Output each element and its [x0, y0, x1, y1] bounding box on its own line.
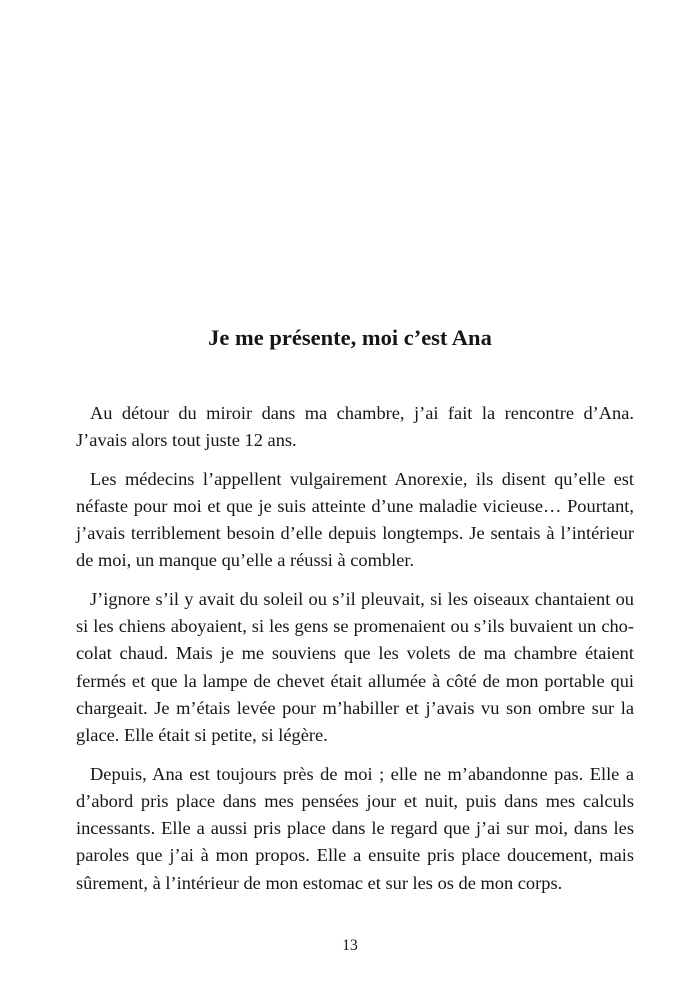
paragraph: Depuis, Ana est toujours près de moi ; elle ne m’abandonne pas. Elle a d’abord pris place dans mes pensées jour et nuit, puis dans mes calculs incessants. Elle a aussi pris place dans le regard que j’ai sur moi, dans les paroles que j’ai à mon propos. Elle a ensuite pris place doucement, mais sûrement, à l’intérieur de mon estomac et sur les os de mon corps. [76, 763, 634, 893]
paragraph: J’ignore s’il y avait du soleil ou s’il pleuvait, si les oiseaux chantaient ou si les chiens aboyaient, si les gens se promenaient ou s’ils buvaient un chocolat chaud. Mais je me souviens que les volets de ma chambre étaient fermés et que la lampe de chevet était allumée à côté de mon portable qui chargeait. Je m’étais levée pour m’habiller et j’avais vu son ombre sur la glace. Elle était si petite, si légère. [76, 588, 634, 746]
chapter-body [76, 400, 634, 908]
page-number: 13 [342, 937, 358, 954]
chapter-title: Je me présente, moi c’est Ana [208, 325, 492, 350]
paragraph: Au détour du miroir dans ma chambre, j’ai fait la rencontre d’Ana. J’avais alors tout juste 12 ans. [76, 403, 634, 451]
paragraph: Les médecins l’appellent vulgairement Anorexie, ils disent qu’elle est néfaste pour moi et que je suis atteinte d’une maladie vicieuse… Pourtant, j’avais terriblement besoin d’elle depuis longtemps. Je sentais à l’intérieur de moi, un manque qu’elle a réussi à combler. [76, 468, 634, 571]
